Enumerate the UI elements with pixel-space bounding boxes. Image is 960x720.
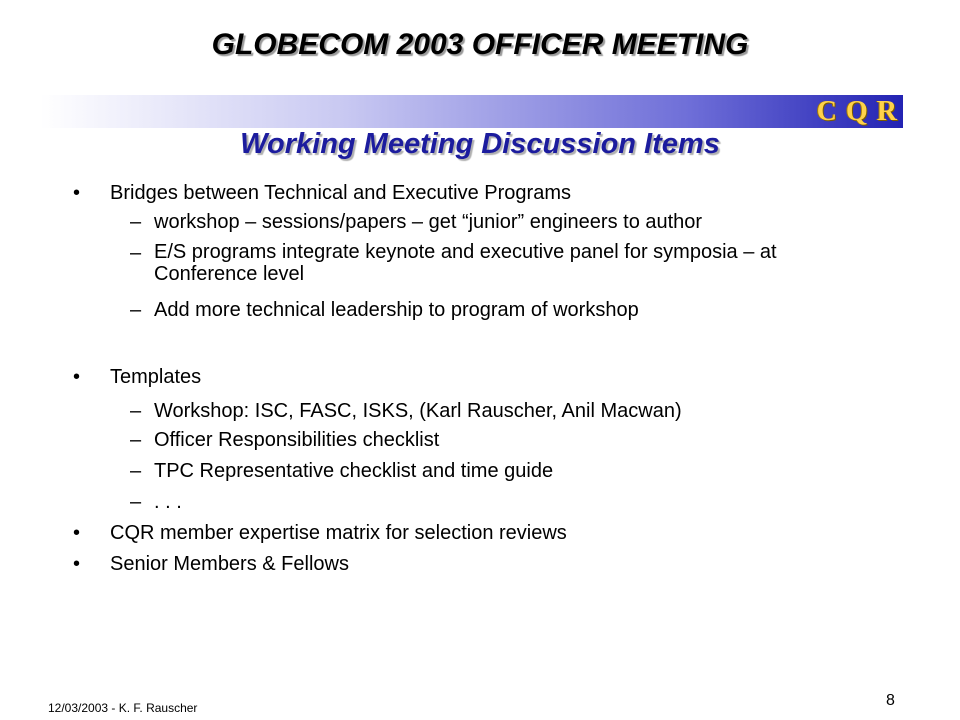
sub-item-text: E/S programs integrate keynote and executive panel for symposia – at Conference level (154, 241, 777, 285)
dash-mark: – (130, 242, 142, 264)
bullet-text: Templates (110, 366, 202, 388)
sub-item-text: TPC Representative checklist and time guide (154, 460, 554, 482)
dash-mark: – (130, 460, 142, 482)
bullet-mark: • (73, 553, 81, 575)
bullet-text: CQR member expertise matrix for selection reviews (110, 522, 567, 544)
dash-mark: – (130, 299, 142, 321)
slide-title: GLOBECOM 2003 OFFICER MEETING (211, 28, 749, 61)
cqr-logo: C Q R (816, 96, 898, 127)
bullet-mark: • (73, 182, 81, 204)
bullet-text: Senior Members & Fellows (110, 553, 349, 575)
sub-item-text: . . . (154, 491, 182, 513)
sub-item-text: Add more technical leadership to program of workshop (154, 299, 639, 321)
sub-item-text: Officer Responsibilities checklist (154, 429, 440, 451)
dash-mark: – (130, 491, 142, 513)
bullet-mark: • (73, 522, 81, 544)
dash-mark: – (130, 429, 142, 451)
dash-mark: – (130, 400, 142, 422)
bullet-mark: • (73, 366, 81, 388)
bullet-text: Bridges between Technical and Executive Programs (110, 182, 571, 204)
slide-subtitle: Working Meeting Discussion Items (240, 128, 720, 160)
sub-item-text: Workshop: ISC, FASC, ISKS, (Karl Rauscher, Anil Macwan) (154, 400, 682, 422)
title-gradient-band (40, 95, 903, 128)
page-number: 8 (886, 692, 895, 709)
sub-item-text: workshop – sessions/papers – get “junior” engineers to author (154, 211, 703, 233)
footer-date-author: 12/03/2003 - K. F. Rauscher (48, 701, 198, 715)
dash-mark: – (130, 211, 142, 233)
